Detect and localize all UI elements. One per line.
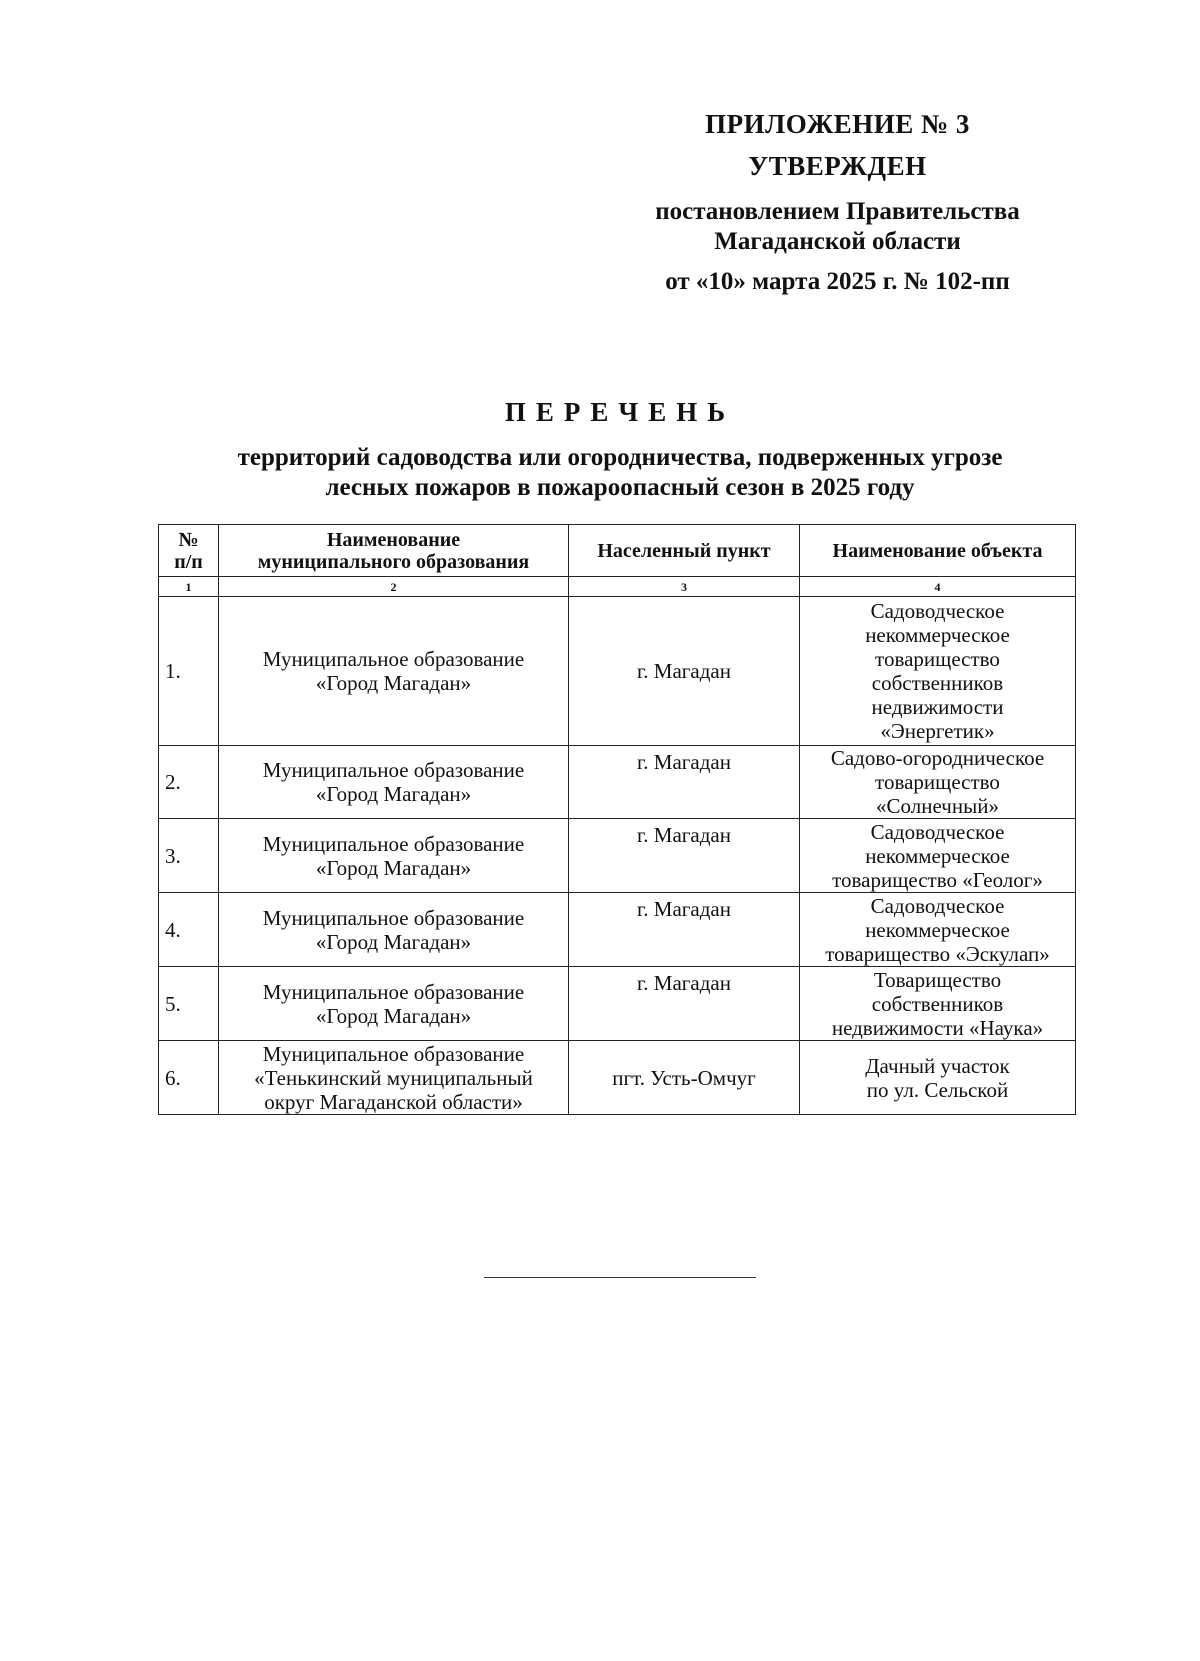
column-number: 1 (159, 577, 219, 597)
object-line: собственников (871, 671, 1004, 695)
row-object (800, 893, 1076, 967)
municipality-line: Муниципальное образование (262, 758, 525, 782)
object-line: Садоводческое (870, 819, 1005, 844)
municipality-line: «Город Магадан» (315, 782, 472, 806)
object-line: Садоводческое (870, 893, 1005, 918)
municipality-line: Муниципальное образование (262, 905, 525, 930)
header-num-line-1: № (178, 528, 199, 551)
table-row (159, 1041, 1076, 1115)
municipality-line: Муниципальное образование (262, 1041, 525, 1066)
object-line: Дачный участок (865, 1053, 1010, 1078)
object-line: Садово-огородническое (830, 746, 1045, 770)
row-settlement: г. Магадан (569, 597, 800, 746)
object-line: товарищество (875, 770, 1000, 794)
row-settlement: г. Магадан (569, 967, 800, 1041)
column-number: 3 (569, 577, 800, 597)
municipality-line: округ Магаданской области» (264, 1089, 523, 1114)
row-number: 5. (159, 967, 219, 1041)
municipality-line: Муниципальное образование (262, 647, 525, 671)
object-line: Садоводческое (870, 599, 1005, 623)
header-num (159, 525, 219, 577)
object-line: некоммерческое (865, 623, 1010, 647)
object-line: «Энергетик» (880, 719, 995, 743)
object-line: товарищество «Геолог» (832, 867, 1043, 892)
header-object: Наименование объекта (800, 525, 1076, 577)
row-object (800, 1041, 1076, 1115)
document-subtitle-line-1: территорий садоводства или огородничества, подверженных угрозе (237, 444, 1003, 471)
municipality-line: Муниципальное образование (262, 831, 525, 856)
closing-divider (484, 1277, 756, 1278)
municipality-line: «Город Магадан» (315, 1003, 472, 1028)
municipality-line: Муниципальное образование (262, 979, 525, 1004)
row-municipality (219, 746, 569, 819)
row-number: 2. (159, 746, 219, 819)
object-line: «Солнечный» (876, 794, 999, 818)
header-num-line-2: п/п (174, 550, 203, 573)
row-municipality (219, 1041, 569, 1115)
document-title: ПЕРЕЧЕНЬ (504, 397, 736, 427)
row-municipality (219, 819, 569, 893)
row-settlement: пгт. Усть-Омчуг (569, 1041, 800, 1115)
row-number: 3. (159, 819, 219, 893)
approval-stamp-block (600, 107, 1075, 297)
decree-line-1: постановлением Правительства (655, 198, 1020, 225)
column-number: 2 (219, 577, 569, 597)
table-row (159, 967, 1076, 1041)
object-line: товарищество (875, 647, 1000, 671)
table-row (159, 746, 1076, 819)
row-object (800, 597, 1076, 746)
table-row (159, 819, 1076, 893)
row-settlement: г. Магадан (569, 746, 800, 819)
row-municipality (219, 967, 569, 1041)
object-line: Товарищество (873, 967, 1002, 992)
object-line: по ул. Сельской (866, 1077, 1009, 1102)
row-object (800, 819, 1076, 893)
document-title-block (160, 395, 1080, 503)
municipality-line: «Город Магадан» (315, 671, 472, 695)
municipality-line: «Город Магадан» (315, 855, 472, 880)
appendix-label: ПРИЛОЖЕНИЕ № 3 (705, 109, 970, 139)
table-row (159, 893, 1076, 967)
table-row (159, 597, 1076, 746)
territories-table (158, 524, 1076, 1115)
decree-line-2: Магаданской области (714, 228, 961, 255)
row-number: 4. (159, 893, 219, 967)
municipality-line: «Тенькинский муниципальный (254, 1065, 533, 1090)
row-object (800, 746, 1076, 819)
municipality-line: «Город Магадан» (315, 929, 472, 954)
object-line: недвижимости «Наука» (831, 1015, 1044, 1040)
table-header-row (159, 525, 1076, 577)
header-municipality (219, 525, 569, 577)
row-municipality (219, 597, 569, 746)
object-line: товарищество «Эскулап» (825, 941, 1050, 966)
object-line: недвижимости (871, 695, 1004, 719)
row-municipality (219, 893, 569, 967)
row-object (800, 967, 1076, 1041)
header-municipality-line-1: Наименование (326, 528, 461, 551)
document-subtitle-line-2: лесных пожаров в пожароопасный сезон в 2025 году (325, 474, 915, 501)
object-line: некоммерческое (865, 843, 1010, 868)
header-settlement: Населенный пункт (569, 525, 800, 577)
column-numbers-row (159, 577, 1076, 597)
object-line: некоммерческое (865, 917, 1010, 942)
column-number: 4 (800, 577, 1076, 597)
decree-date: от «10» марта 2025 г. № 102-пп (665, 268, 1010, 295)
object-line: собственников (871, 991, 1004, 1016)
approved-label: УТВЕРЖДЕН (748, 151, 927, 181)
row-settlement: г. Магадан (569, 819, 800, 893)
header-municipality-line-2: муниципального образования (257, 550, 530, 573)
row-number: 1. (159, 597, 219, 746)
row-number: 6. (159, 1041, 219, 1115)
row-settlement: г. Магадан (569, 893, 800, 967)
